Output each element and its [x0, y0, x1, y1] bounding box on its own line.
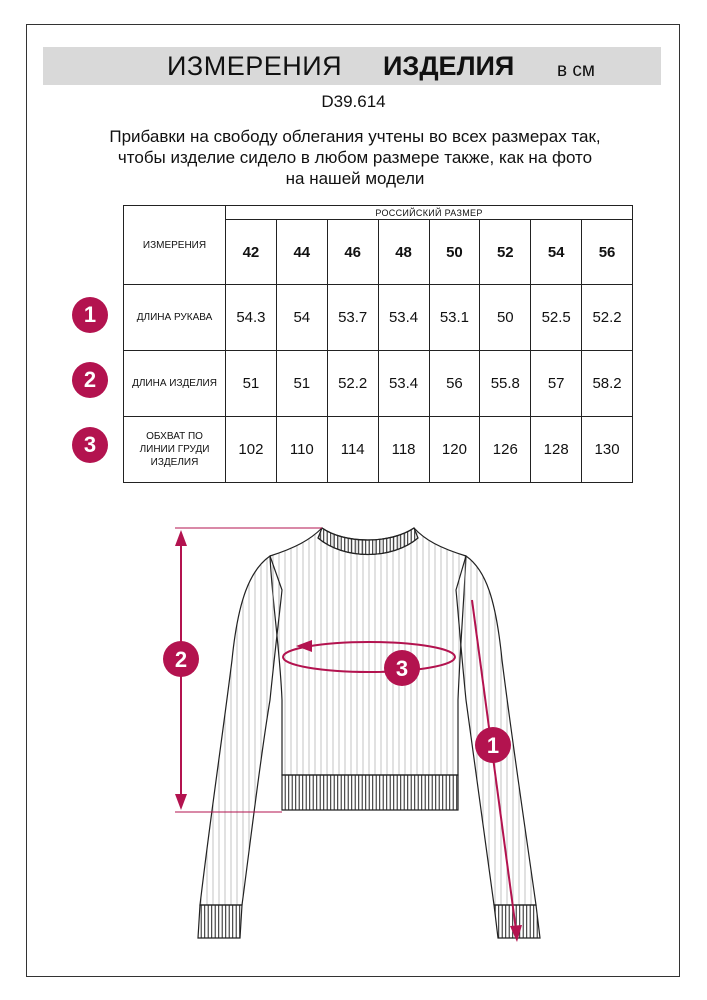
value-cell: 128	[531, 417, 582, 483]
fit-note-line: чтобы изделие сидело в любом размере также, как на фото	[117, 148, 593, 167]
title-measurements: ИЗМЕРЕНИЯ	[167, 51, 343, 81]
value-cell: 53.7	[327, 285, 378, 351]
callout-2-label: 2	[174, 647, 188, 672]
russian-size-header: РОССИЙСКИЙ РАЗМЕР	[226, 206, 633, 220]
title-unit: в см	[557, 60, 595, 81]
value-cell: 54	[276, 285, 327, 351]
value-cell: 52.5	[531, 285, 582, 351]
left-sleeve	[198, 556, 282, 938]
value-cell: 53.1	[429, 285, 480, 351]
value-cell: 110	[276, 417, 327, 483]
value-cell: 54.3	[226, 285, 277, 351]
row-label-line: ИЗДЕЛИЯ	[150, 457, 199, 468]
measurements-header: ИЗМЕРЕНИЯ	[124, 206, 226, 285]
callout-2	[163, 641, 199, 677]
row-label-line: ЛИНИИ ГРУДИ	[139, 444, 210, 455]
size-header-cell: 54	[531, 220, 582, 285]
value-cell: 58.2	[582, 351, 633, 417]
row-badge-2: 2	[72, 362, 108, 398]
value-cell: 126	[480, 417, 531, 483]
size-header-cell: 52	[480, 220, 531, 285]
value-cell: 50	[480, 285, 531, 351]
size-header-cell: 50	[429, 220, 480, 285]
size-header-cell: 48	[378, 220, 429, 285]
callout-1-label: 1	[486, 733, 500, 758]
value-cell: 130	[582, 417, 633, 483]
row-badge-1: 1	[72, 297, 108, 333]
value-cell: 57	[531, 351, 582, 417]
sweater-body	[270, 528, 466, 810]
value-cell: 51	[276, 351, 327, 417]
row-label-line: ОБХВАТ ПО	[146, 431, 203, 442]
row-badge-3: 3	[72, 427, 108, 463]
callout-3-label: 3	[395, 656, 409, 681]
size-header-cell: 44	[276, 220, 327, 285]
value-cell: 52.2	[582, 285, 633, 351]
fit-note-line: Прибавки на свободу облегания учтены во всех размерах так,	[109, 127, 601, 146]
value-cell: 120	[429, 417, 480, 483]
value-cell: 114	[327, 417, 378, 483]
article-number: D39.614	[321, 92, 386, 111]
value-cell: 56	[429, 351, 480, 417]
value-cell: 53.4	[378, 285, 429, 351]
size-header-cell: 46	[327, 220, 378, 285]
size-header-cell: 42	[226, 220, 277, 285]
callout-3	[384, 650, 420, 686]
value-cell: 51	[226, 351, 277, 417]
title-product: ИЗДЕЛИЯ	[383, 51, 515, 81]
fit-note-line: на нашей модели	[285, 169, 425, 188]
value-cell: 102	[226, 417, 277, 483]
row-label-garment-length: ДЛИНА ИЗДЕЛИЯ	[124, 351, 226, 417]
callout-1	[475, 727, 511, 763]
size-header-cell: 56	[582, 220, 633, 285]
value-cell: 52.2	[327, 351, 378, 417]
row-label-sleeve-length: ДЛИНА РУКАВА	[124, 285, 226, 351]
value-cell: 118	[378, 417, 429, 483]
value-cell: 55.8	[480, 351, 531, 417]
value-cell: 53.4	[378, 351, 429, 417]
